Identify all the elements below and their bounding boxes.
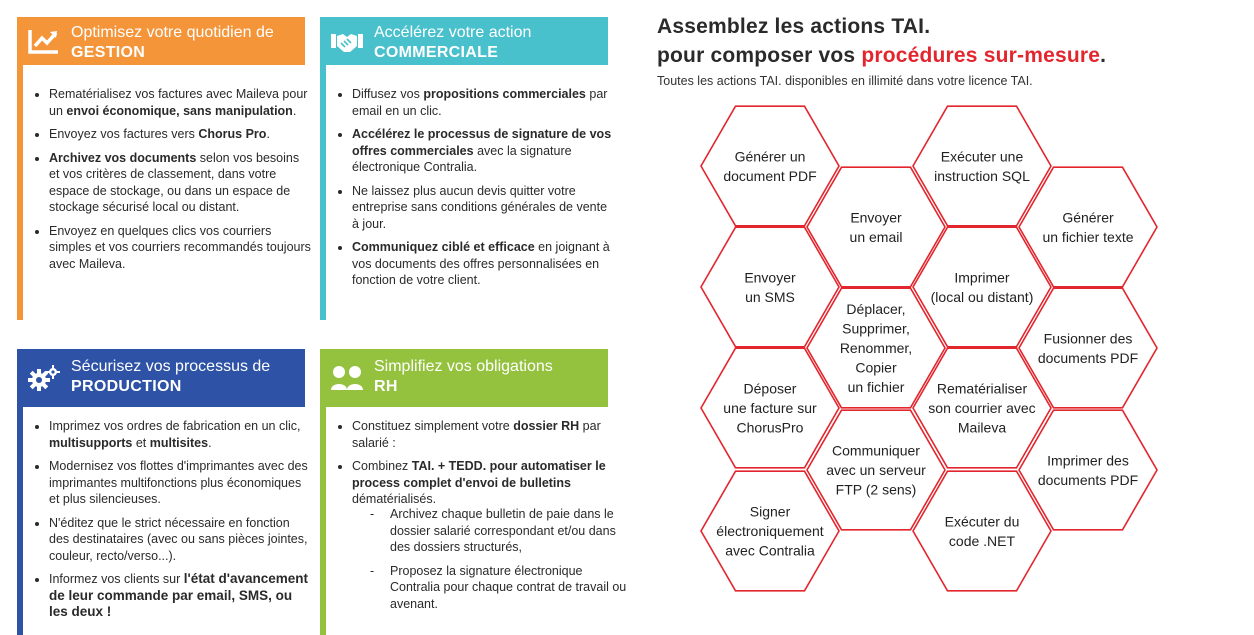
- card-rh-subtitle: RH: [374, 378, 398, 395]
- card-rh-title: Simplifiez vos obligations: [374, 358, 553, 375]
- heading-line-1: Assemblez les actions TAI.: [657, 15, 931, 38]
- list-item: • Imprimez vos ordres de fabrication en un clic, multisupports et multisites.: [49, 418, 311, 451]
- hex-label: un fichier: [847, 379, 905, 395]
- list-item: • Communiquez ciblé et efficace en joignant à vos documents des offres personnalisées en fonction de votre client.: [352, 239, 614, 289]
- list-item: • Combinez TAI. + TEDD. pour automatiser le process complet d'envoi de bulletins dématérialisés.: [352, 458, 614, 508]
- list-item: • Rematérialisez vos factures avec Maileva pour un envoi économique, sans manipulation.: [49, 86, 311, 119]
- hex-label: Supprimer,: [842, 320, 910, 337]
- hex-label: Imprimer des: [1047, 452, 1129, 469]
- heading-subtitle: Toutes les actions TAI. disponibles en illimité dans votre licence TAI.: [657, 74, 1033, 88]
- hex-label: son courrier avec: [928, 400, 1036, 416]
- hex-label: document PDF: [723, 167, 817, 184]
- hex-label: un fichier texte: [1042, 228, 1134, 245]
- hex-label: un email: [849, 228, 903, 245]
- hex-label: Renommer,: [839, 340, 913, 356]
- hex-label: Fusionner des: [1043, 330, 1133, 347]
- hex-label: Signer: [749, 503, 791, 520]
- hex-label: Copier: [855, 359, 897, 376]
- list-item: • Ne laissez plus aucun devis quitter votre entreprise sans conditions générales de vente à jour.: [352, 183, 614, 233]
- hex-label: Déposer: [743, 380, 797, 397]
- hex-label: Envoyer: [744, 269, 796, 286]
- list-item: • N'éditez que le strict nécessaire en fonction des destinataires (avec ou sans pièces jointes, couleur, recto/verso...).: [49, 515, 311, 565]
- list-item: • Accélérez le processus de signature de vos offres commerciales avec la signature électronique Contralia.: [352, 126, 614, 176]
- hex-label: avec Contralia: [725, 542, 815, 559]
- hex-label: Rematérialiser: [936, 380, 1028, 397]
- list-item: • Diffusez vos propositions commerciales par email en un clic.: [352, 86, 614, 119]
- hex-label: ChorusPro: [736, 419, 804, 436]
- hex-label: électroniquement: [716, 523, 824, 539]
- hex-label: Exécuter une: [940, 148, 1024, 165]
- hex-label: Communiquer: [832, 442, 920, 459]
- hex-label: Envoyer: [850, 209, 902, 226]
- card-production-title: Sécurisez vos processus de: [71, 358, 271, 375]
- hex-label: une facture sur: [723, 400, 817, 416]
- hex-label: code .NET: [948, 532, 1016, 549]
- hex-label: documents PDF: [1037, 471, 1139, 488]
- heading-line-2: pour composer vos procédures sur-mesure.: [657, 44, 1107, 67]
- hex-label: (local ou distant): [930, 288, 1034, 305]
- card-production-subtitle: PRODUCTION: [71, 378, 182, 395]
- card-commerciale-subtitle: COMMERCIALE: [374, 44, 499, 61]
- list-item: • Modernisez vos flottes d'imprimantes avec des imprimantes multifonctions plus économiques et plus silencieuses.: [49, 458, 311, 508]
- heading-accent: procédures sur-mesure: [861, 44, 1101, 67]
- sub-list-item: - Proposez la signature électronique Contralia pour chaque contrat de travail ou avenant.: [368, 563, 630, 613]
- card-commerciale-title: Accélérez votre action: [374, 24, 532, 41]
- hex-label: Générer: [1062, 209, 1114, 226]
- sub-list-item: - Archivez chaque bulletin de paie dans le dossier salarié correspondant et/ou dans des dossiers structurés,: [368, 506, 630, 556]
- list-item: • Informez vos clients sur l'état d'avancement de leur commande par email, SMS, ou les deux !: [49, 571, 311, 621]
- hex-label: un SMS: [745, 288, 795, 305]
- card-gestion-title: Optimisez votre quotidien de: [71, 24, 274, 41]
- list-item: • Envoyez en quelques clics vos courriers simples et vos courriers recommandés toujours avec Maileva.: [49, 223, 311, 273]
- hex-label: FTP (2 sens): [835, 481, 917, 498]
- hex-label: avec un serveur: [826, 462, 926, 478]
- hex-label: Exécuter du: [944, 513, 1020, 530]
- list-item: • Envoyez vos factures vers Chorus Pro.: [49, 126, 311, 143]
- hex-label: instruction SQL: [934, 167, 1030, 184]
- hex-label: Imprimer: [954, 269, 1010, 286]
- hex-label: Déplacer,: [846, 301, 906, 317]
- list-item: • Archivez vos documents selon vos besoins et vos critères de classement, dans votre espace de stockage, ou dans un espace de stockage sécurisé local ou distant.: [49, 150, 311, 216]
- hex-label: documents PDF: [1037, 349, 1139, 366]
- hex-label: Maileva: [957, 419, 1007, 436]
- list-item: • Constituez simplement votre dossier RH par salarié : - Archivez chaque bulletin de paie dans le dossier salarié correspondant et/ou dans des dossiers structurés, - Proposez la signature électronique Contralia pour chaque contrat de travail ou avenant.: [352, 418, 614, 451]
- card-gestion-subtitle: GESTION: [71, 44, 146, 61]
- hex-label: Générer un: [734, 148, 806, 165]
